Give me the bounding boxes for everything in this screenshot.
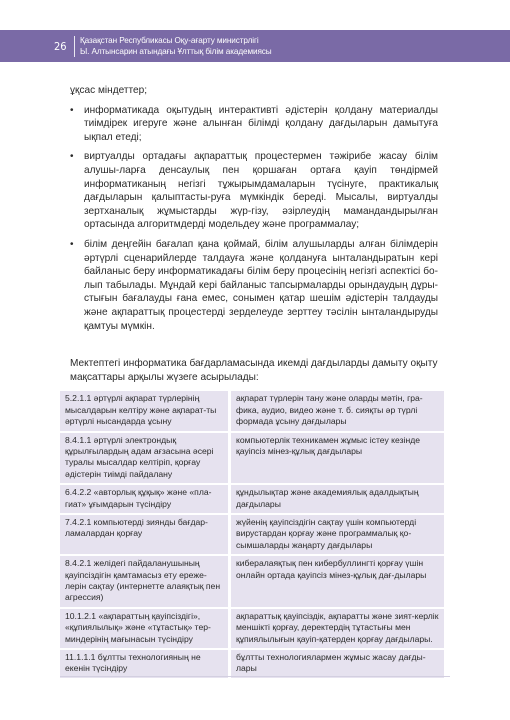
- bullet-dot-icon: •: [70, 238, 74, 250]
- page-number: 26: [54, 40, 67, 53]
- learning-goals-table: [60, 389, 444, 680]
- bullet-item: [70, 238, 438, 333]
- header-ministry: Қазақстан Республикасы Оқу-ағарту министрлігі: [80, 36, 259, 45]
- bullet-text: виртуалды ортадағы ақпараттық процестермен тәжірибе жасау білім алушы-ларға денсаулық пен қоршаған ортаға қауіп төндірмей информатиканың негізгі тұжырымдамаларын түсінуге, практикалық дағдыларын қалыптасты-руға мүмкіндік береді. Мысалы, виртуалды зертханалық жұмыстарды жүр-гізу, әзірлеудің мамандандырылған ортасында алгоритмдерді модельдеу және программалау;: [84, 151, 438, 231]
- goal-cell: 10.1.2.1 «ақпараттың қауіпсіздігі», «құпиялылық» және «тұтастық» тер-миндерінің мағынасын түсіндіру: [60, 609, 231, 648]
- goal-cell: 5.2.1.1 әртүрлі ақпарат түрлерінің мысалдарын келтіру және ақпарат-ты әртүрлі нысандарда ұсыну: [60, 391, 231, 430]
- table-intro: Мектептегі информатика бағдарламасында икемді дағдыларды дамыту оқыту мақсаттары арқылы жүзеге асырылады:: [70, 358, 438, 383]
- table-row: [60, 485, 444, 513]
- bullet-text: білім деңгейін бағалап қана қоймай, білім алушыларды алған білімдерін әртүрлі сценарийлерде талдауға және қолдануға ынталандыратын кері байланыс беру информатикадағы білім беру процесінің негізгі аспектісі бо-лып табылады. Мұндай кері байланыс тапсырмаларды орындаудың дұры-стығын бағалауды ғана емес, сонымен қатар шешім әдістерін талдауды және ақпараттық процестерді зерделеуде зерттеу тәсілін ынталандыруды қамтуы мүмкін.: [84, 238, 438, 332]
- bullet-item: [70, 104, 438, 145]
- table-row: [60, 433, 444, 484]
- table-row: [60, 391, 444, 430]
- header-academy: Ы. Алтынсарин атындағы Ұлттық білім академиясы: [80, 47, 272, 56]
- bullet-text: информатикада оқытудың интерактивті әдістерін қолдану материалды тиімдірек игеруге және алынған білімді қолдану дағдыларын дамытуға ықпал етеді;: [84, 104, 438, 143]
- table-row: [60, 515, 444, 554]
- bullet-dot-icon: •: [70, 104, 74, 116]
- table-row: [60, 609, 444, 648]
- goal-cell: 8.4.2.1 желідегі пайдаланушының қауіпсіздігін қамтамасыз ету ереже-лерін сақтау (интернетте алаяқтық пен агрессия): [60, 556, 231, 607]
- goal-cell: 11.1.1.1 бұлтты технологияның не екенін түсіндіру: [60, 650, 231, 678]
- skill-cell: ақпарат түрлерін тану және оларды мәтін, гра-фика, аудио, видео және т. б. сияқты әр түрлі формада ұсыну дағдылары: [231, 391, 444, 430]
- skill-cell: жүйенің қауіпсіздігін сақтау үшін компьютерді вирустардан қорғау және программалық қо-сымшаларды жаңарту дағдылары: [231, 515, 444, 554]
- header-institution: [80, 35, 272, 57]
- goal-cell: 6.4.2.2 «авторлық құқық» және «пла-гиат» ұғымдарын түсіндіру: [60, 485, 231, 513]
- table-row: [60, 556, 444, 607]
- table-row: [60, 650, 444, 678]
- skill-cell: бұлтты технологиялармен жұмыс жасау дағды-лары: [231, 650, 444, 678]
- header-divider: [74, 36, 75, 57]
- bullet-dot-icon: •: [70, 151, 74, 163]
- goal-cell: 7.4.2.1 компьютерді зиянды бағдар-ламалардан қорғау: [60, 515, 231, 554]
- intro-line: ұқсас міндеттер;: [70, 85, 148, 96]
- page-header: [0, 30, 510, 62]
- page-content: [65, 84, 439, 680]
- skill-cell: құндылықтар және академиялық адалдықтың дағдылары: [231, 485, 444, 513]
- bullet-item: [70, 150, 438, 232]
- goal-cell: 8.4.1.1 әртүрлі электрондық құрылғылардың адам ағзасына әсері туралы мысалдар келтіріп, қорғау әдістерін тиімді пайдалану: [60, 433, 231, 484]
- skill-cell: кибералаяқтық пен кибербуллингті қорғау үшін онлайн ортада қауіпсіз мінез-құлық дағ-дылары: [231, 556, 444, 607]
- bullet-list: [70, 104, 438, 334]
- skill-cell: компьютерлік техникамен жұмыс істеу кезінде қауіпсіз мінез-құлық дағдылары: [231, 433, 444, 484]
- footer-divider: [60, 676, 450, 677]
- skill-cell: ақпараттық қауіпсіздік, ақпаратты және зият-керлік меншікті қорғау, деректердің тұтастығы мен құпиялылығын қауіп-қатерден қорғау дағдылары.: [231, 609, 444, 648]
